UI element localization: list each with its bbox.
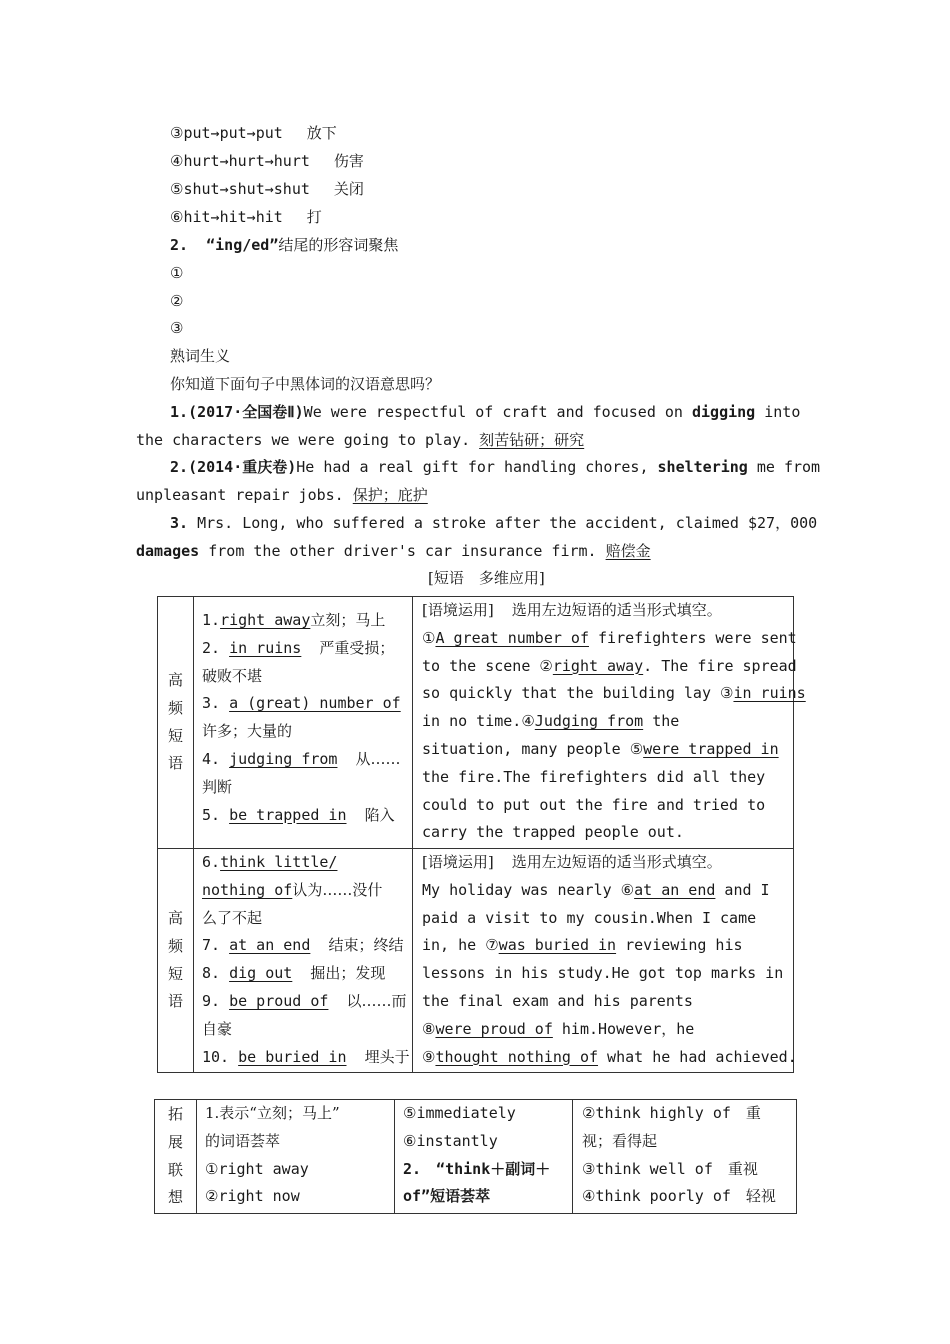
exercise-text-segment: carry the trapped people out. [422, 823, 684, 842]
exercise-line [422, 960, 789, 988]
exercise-text-segment: and I [715, 880, 770, 899]
answer-blank: at an end [634, 880, 716, 899]
exercise-line [422, 819, 789, 847]
phrase-list [573, 1100, 797, 1214]
list-item: ⑥instantly [403, 1131, 498, 1150]
exercise-text-segment: ⑧ [422, 1019, 436, 1038]
exercise-text-segment: paid a visit to my cousin.When I came [422, 908, 757, 927]
exercise-text-segment: My holiday was nearly ⑥ [422, 880, 635, 899]
adjective-item: ③ [170, 319, 184, 337]
exercise-text-segment: to the scene ② [422, 656, 553, 675]
table-row [158, 849, 794, 1073]
phrase-item: 7. at an end 结束；终结 [202, 936, 404, 955]
verb-item: ③put→put→put 放下 [170, 124, 337, 142]
phrase-item: 自豪 [202, 1019, 233, 1038]
exercise-text-segment: ① [422, 628, 436, 647]
list-item: 1.表示“立刻；马上” [205, 1104, 340, 1122]
answer-blank: was buried in [498, 936, 617, 955]
list-item: ③think well of 重视 [582, 1159, 758, 1178]
exercise-cell [413, 849, 797, 1073]
phrase-item: 判断 [202, 777, 233, 796]
list-item: ④think poorly of 轻视 [582, 1187, 776, 1206]
exercise-line [422, 625, 797, 653]
answer-blank: were trapped in [643, 739, 779, 758]
exercise-text-segment: the [643, 712, 680, 731]
section-title: 熟词生义 [170, 347, 231, 365]
exercise-cell [413, 597, 806, 849]
exercise-text-segment: . The fire spread [643, 656, 797, 675]
answer-blank: Judging from [534, 712, 644, 731]
list-item: 的词语荟萃 [205, 1131, 281, 1150]
exercise-text-segment: the fire.The firefighters did all they [422, 767, 766, 786]
exercise-text-segment: in, he ⑦ [422, 936, 499, 955]
exercise-line [422, 764, 789, 792]
exercise-instruction: [语境运用] 选用左边短语的适当形式填空。 [422, 853, 722, 871]
exercise-text [422, 877, 797, 1072]
exercise-line [422, 736, 789, 764]
exercise-line [422, 932, 789, 960]
list-item: of”短语荟萃 [403, 1187, 491, 1206]
phrase-item: 5. be trapped in 陷入 [202, 805, 395, 824]
verb-item: ④hurt→hurt→hurt 伤害 [170, 152, 364, 170]
exercise-line [422, 653, 797, 681]
list-item: ①right away [205, 1159, 309, 1178]
side-label: 高 频 短 语 [158, 597, 194, 849]
answer: 保护；庇护 [352, 486, 428, 504]
exercise-line [422, 680, 806, 708]
phrase-list [194, 597, 413, 849]
list-item: ②think highly of 重 [582, 1104, 761, 1122]
phrase-item: nothing of认为……没什 [202, 880, 383, 899]
exercise-text-segment: situation, many people ⑤ [422, 739, 644, 758]
exercise-line [422, 1016, 789, 1044]
exercise-text-segment: ⑨ [422, 1047, 436, 1066]
phrase-item: 破败不堪 [202, 666, 263, 685]
exercise-text-segment: him.However，he [552, 1019, 695, 1038]
exercise-line [422, 988, 789, 1016]
exercise-text-segment: reviewing his [616, 936, 743, 955]
verb-item: ⑤shut→shut→shut 关闭 [170, 180, 364, 198]
extension-table [154, 1099, 797, 1214]
exercise-line [422, 708, 789, 736]
phrase-section-title: [短语 多维应用] [428, 569, 545, 587]
phrase-table [157, 596, 806, 1073]
exercise-line [422, 877, 789, 905]
adjective-heading: 2. “ing/ed”结尾的形容词聚焦 [170, 236, 399, 254]
phrase-item: 10. be buried in 埋头于 [202, 1047, 410, 1066]
adjective-item: ② [170, 292, 184, 310]
answer-blank: in ruins [733, 684, 806, 703]
table-row [158, 597, 794, 849]
list-item: 视；看得起 [582, 1131, 658, 1150]
answer: 刻苦钻研；研究 [479, 431, 585, 449]
phrase-item: 么了不起 [202, 908, 263, 927]
section-question: 你知道下面句子中黑体词的汉语意思吗？ [170, 375, 441, 393]
example-sentence-cont: unpleasant repair jobs. 保护；庇护 [136, 486, 428, 504]
phrase-item: 4. judging from 从…… [202, 749, 401, 768]
exercise-text-segment: lessons in his study.He got top marks in [422, 964, 784, 983]
table-row [155, 1100, 797, 1214]
exercise-line [422, 792, 789, 820]
answer-blank: were proud of [435, 1019, 553, 1038]
exercise-line [422, 1044, 797, 1072]
side-label: 拓 展 联 想 [155, 1100, 197, 1214]
answer-blank: right away [552, 656, 644, 675]
phrase-item: 8. dig out 掘出；发现 [202, 964, 386, 983]
adjective-item: ① [170, 264, 184, 282]
phrase-list [194, 849, 413, 1073]
answer-blank: A great number of [435, 628, 589, 647]
example-sentence: 1.(2017·全国卷Ⅱ)We were respectful of craft and focused on digging into [170, 403, 801, 421]
exercise-text-segment: firefighters were sent [588, 628, 797, 647]
example-sentence-cont: damages from the other driver's car insurance firm. 赔偿金 [136, 542, 651, 560]
answer: 赔偿金 [605, 542, 651, 560]
example-sentence-cont: the characters we were going to play. 刻苦钻研；研究 [136, 431, 585, 449]
phrase-item: 2. in ruins 严重受损； [202, 638, 395, 657]
exercise-text-segment: in no time.④ [422, 712, 535, 731]
example-sentence: 2.(2014·重庆卷)He had a real gift for handling chores, sheltering me from [170, 458, 821, 476]
exercise-text-segment: could to put out the fire and tried to [422, 795, 766, 814]
list-item: 2. “think＋副词＋ [403, 1159, 551, 1178]
phrase-item: 许多；大量的 [202, 722, 293, 741]
exercise-text [422, 625, 806, 847]
exercise-instruction: [语境运用] 选用左边短语的适当形式填空。 [422, 601, 722, 619]
exercise-text-segment: so quickly that the building lay ③ [422, 684, 734, 703]
list-item: ②right now [205, 1187, 300, 1206]
answer-blank: thought nothing of [435, 1047, 599, 1066]
synonym-list [197, 1100, 395, 1214]
phrase-item: 1.right away立刻；马上 [202, 611, 386, 629]
exercise-text-segment: what he had achieved. [598, 1047, 797, 1066]
synonym-list [395, 1100, 573, 1214]
example-sentence: 3. Mrs. Long, who suffered a stroke after the accident, claimed $27，000 [170, 514, 818, 532]
phrase-item: 3. a (great) number of [202, 694, 401, 713]
side-label: 高 频 短 语 [158, 849, 194, 1073]
exercise-line [422, 905, 789, 933]
verb-item: ⑥hit→hit→hit 打 [170, 208, 322, 226]
phrase-item: 9. be proud of 以……而 [202, 991, 407, 1010]
exercise-text-segment: the final exam and his parents [422, 991, 693, 1010]
list-item: ⑤immediately [403, 1104, 516, 1122]
phrase-item: 6.think little/ [202, 853, 338, 871]
